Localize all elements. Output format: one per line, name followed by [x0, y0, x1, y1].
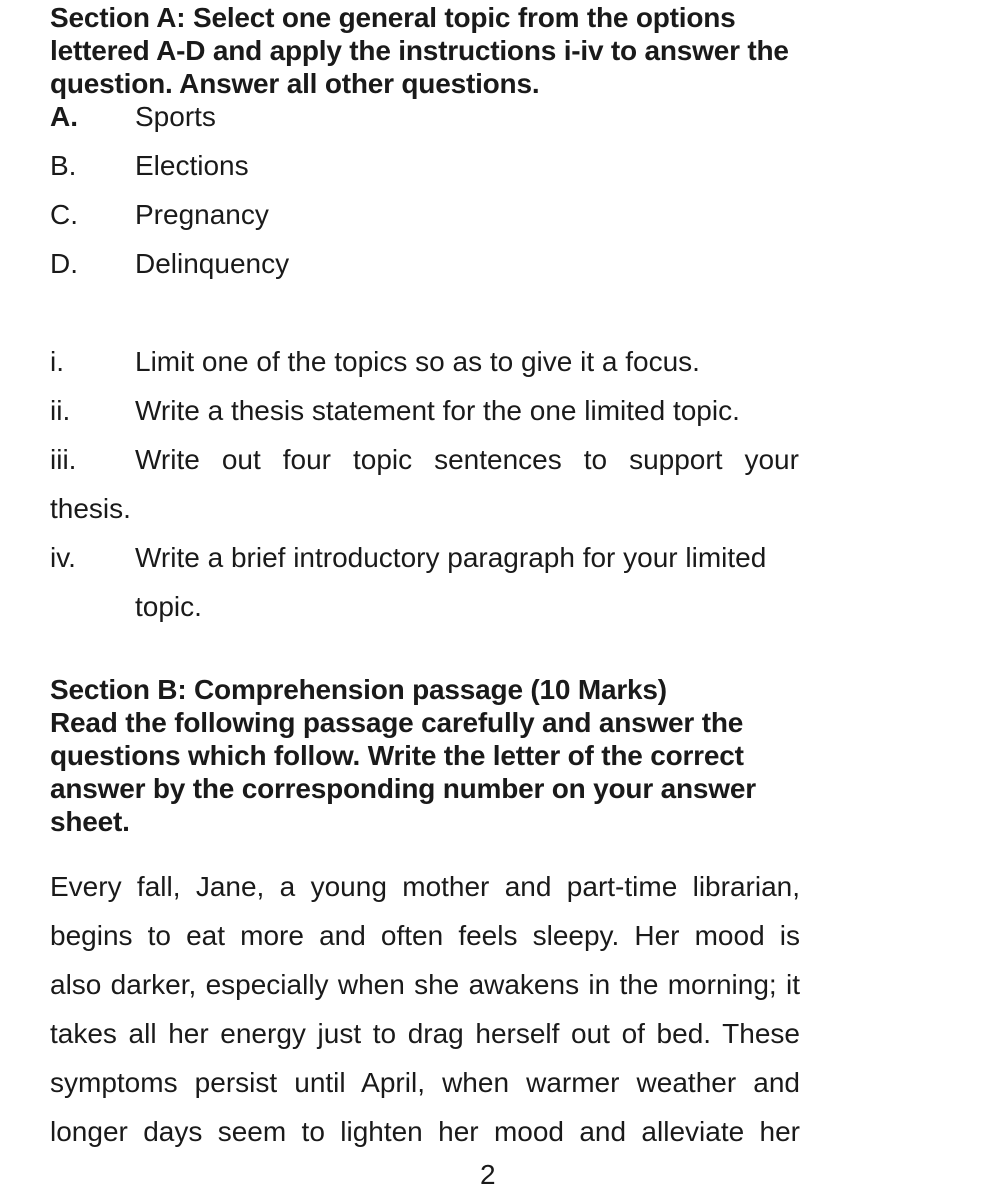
instruction-text: Write a brief introductory paragraph for your limited: [135, 542, 767, 573]
instruction-word: your: [744, 444, 799, 475]
section-a-heading: Section A: Select one general topic from the options lettered A-D and apply the instructions i-iv to answer the question. Answer all other questions.: [50, 2, 789, 99]
instruction-text: Limit one of the topics so as to give it a focus.: [135, 346, 700, 377]
option-text: Elections: [135, 150, 249, 181]
instruction-numeral: ii.: [50, 395, 71, 426]
passage-line: symptoms persist until April, when warmer weather and: [50, 1067, 800, 1098]
instruction-word: four: [282, 444, 331, 475]
instruction-word: topic: [352, 444, 413, 475]
passage-line: begins to eat more and often feels sleepy. Her mood is: [50, 920, 800, 951]
instruction-word: Write: [135, 444, 200, 475]
instruction-text: Write a thesis statement for the one limited topic.: [135, 395, 740, 426]
instruction-text: [135, 443, 799, 476]
option-letter: C.: [50, 199, 78, 230]
passage-line: longer days seem to lighten her mood and alleviate her: [50, 1116, 800, 1147]
option-text: Delinquency: [135, 248, 290, 279]
instruction-numeral: iv.: [50, 542, 76, 573]
section-b-title: Section B: Comprehension passage (10 Marks): [50, 674, 667, 705]
option-text: Sports: [135, 101, 216, 132]
instruction-word: support: [629, 444, 723, 475]
instruction-numeral: i.: [50, 346, 64, 377]
section-b-instructions: Read the following passage carefully and answer the questions which follow. Write the letter of the correct answer by the corresponding number on your answer sheet.: [50, 707, 756, 837]
section-b-heading-block: [50, 673, 810, 838]
option-letter: A.: [50, 101, 78, 132]
option-text: Pregnancy: [135, 199, 269, 230]
option-letter: D.: [50, 248, 78, 279]
page-number: 2: [480, 1159, 496, 1190]
instruction-continuation-text: thesis.: [50, 493, 131, 524]
passage-line: Every fall, Jane, a young mother and part-time librarian,: [50, 871, 800, 902]
instruction-word: out: [221, 444, 261, 475]
instruction-word: to: [583, 444, 608, 475]
passage-line: takes all her energy just to drag herself out of bed. These: [50, 1018, 800, 1049]
option-letter: B.: [50, 150, 77, 181]
instruction-continuation-text: topic.: [135, 591, 202, 622]
comprehension-passage: [50, 862, 800, 1147]
instruction-word: sentences: [434, 444, 562, 475]
passage-line: also darker, especially when she awakens in the morning; it: [50, 969, 800, 1000]
instruction-numeral: iii.: [50, 444, 77, 475]
